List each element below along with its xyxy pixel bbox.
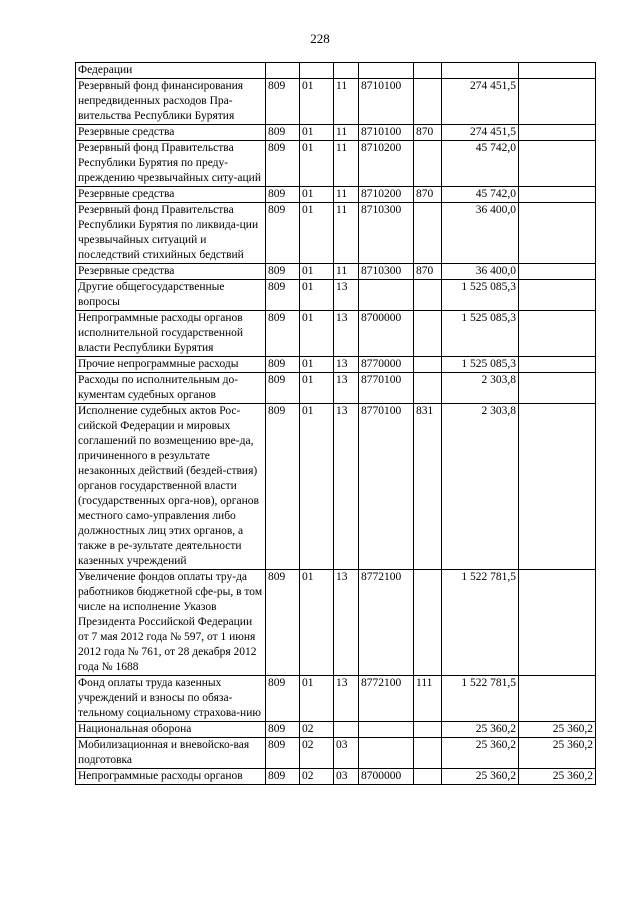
- delegated-amount-cell: [519, 357, 596, 373]
- ministry-code-cell: 809: [266, 280, 300, 311]
- amount-cell: 1 522 781,5: [442, 570, 519, 676]
- target-article-code-cell: [359, 280, 414, 311]
- target-article-code-cell: 8710300: [359, 264, 414, 280]
- amount-cell: 25 360,2: [442, 722, 519, 738]
- target-article-code-cell: [359, 63, 414, 79]
- delegated-amount-cell: 25 360,2: [519, 722, 596, 738]
- amount-cell: 25 360,2: [442, 769, 519, 785]
- expense-type-code-cell: [414, 722, 442, 738]
- item-name-cell: Федерации: [76, 63, 266, 79]
- ministry-code-cell: 809: [266, 125, 300, 141]
- item-name-cell: Мобилизационная и вневойско-вая подготовка: [76, 738, 266, 769]
- expense-type-code-cell: [414, 63, 442, 79]
- item-name-cell: Резервные средства: [76, 125, 266, 141]
- delegated-amount-cell: [519, 79, 596, 125]
- delegated-amount-cell: [519, 311, 596, 357]
- amount-cell: 36 400,0: [442, 264, 519, 280]
- table-row: [76, 264, 596, 280]
- ministry-code-cell: 809: [266, 311, 300, 357]
- table-body: [76, 63, 596, 785]
- item-name-cell: Другие общегосударственные вопросы: [76, 280, 266, 311]
- target-article-code-cell: [359, 722, 414, 738]
- table-row: [76, 63, 596, 79]
- ministry-code-cell: 809: [266, 264, 300, 280]
- section-code-cell: [300, 63, 334, 79]
- ministry-code-cell: 809: [266, 769, 300, 785]
- target-article-code-cell: 8770100: [359, 373, 414, 404]
- ministry-code-cell: 809: [266, 187, 300, 203]
- amount-cell: 2 303,8: [442, 404, 519, 570]
- section-code-cell: 02: [300, 722, 334, 738]
- expense-type-code-cell: [414, 357, 442, 373]
- delegated-amount-cell: [519, 264, 596, 280]
- subsection-code-cell: [334, 63, 359, 79]
- amount-cell: 1 525 085,3: [442, 311, 519, 357]
- item-name-cell: Увеличение фондов оплаты тру-да работников бюджетной сфе-ры, в том числе на исполнение Указов Президента Российской Федерации от 7 мая 2012 года № 597, от 1 июня 2012 года № 761, от 28 декабря 2012 года № 1688: [76, 570, 266, 676]
- delegated-amount-cell: 25 360,2: [519, 738, 596, 769]
- target-article-code-cell: 8770000: [359, 357, 414, 373]
- amount-cell: 274 451,5: [442, 125, 519, 141]
- amount-cell: 45 742,0: [442, 187, 519, 203]
- expense-type-code-cell: [414, 280, 442, 311]
- delegated-amount-cell: [519, 125, 596, 141]
- ministry-code-cell: 809: [266, 357, 300, 373]
- table-row: [76, 79, 596, 125]
- table-row: [76, 722, 596, 738]
- amount-cell: 1 525 085,3: [442, 280, 519, 311]
- section-code-cell: 01: [300, 280, 334, 311]
- subsection-code-cell: 03: [334, 769, 359, 785]
- amount-cell: 45 742,0: [442, 141, 519, 187]
- subsection-code-cell: 13: [334, 570, 359, 676]
- item-name-cell: Резервные средства: [76, 187, 266, 203]
- ministry-code-cell: 809: [266, 373, 300, 404]
- target-article-code-cell: 8770100: [359, 404, 414, 570]
- expense-type-code-cell: 870: [414, 125, 442, 141]
- section-code-cell: 01: [300, 676, 334, 722]
- section-code-cell: 01: [300, 264, 334, 280]
- target-article-code-cell: 8710200: [359, 187, 414, 203]
- item-name-cell: Резервные средства: [76, 264, 266, 280]
- section-code-cell: 01: [300, 373, 334, 404]
- target-article-code-cell: 8710300: [359, 203, 414, 264]
- item-name-cell: Расходы по исполнительным до-кументам судебных органов: [76, 373, 266, 404]
- amount-cell: [442, 63, 519, 79]
- section-code-cell: 01: [300, 357, 334, 373]
- ministry-code-cell: 809: [266, 203, 300, 264]
- target-article-code-cell: 8710100: [359, 79, 414, 125]
- table-row: [76, 357, 596, 373]
- expense-type-code-cell: [414, 203, 442, 264]
- ministry-code-cell: 809: [266, 141, 300, 187]
- delegated-amount-cell: [519, 570, 596, 676]
- section-code-cell: 01: [300, 79, 334, 125]
- target-article-code-cell: 8700000: [359, 769, 414, 785]
- table-row: [76, 738, 596, 769]
- section-code-cell: 01: [300, 141, 334, 187]
- item-name-cell: Резервный фонд Правительства Республики Бурятия по преду-преждению чрезвычайных ситу-аций: [76, 141, 266, 187]
- table-row: [76, 187, 596, 203]
- item-name-cell: Фонд оплаты труда казенных учреждений и взносы по обяза-тельному социальному страхова-нию: [76, 676, 266, 722]
- subsection-code-cell: 11: [334, 264, 359, 280]
- page-number: 228: [310, 31, 330, 46]
- section-code-cell: 01: [300, 311, 334, 357]
- section-code-cell: 02: [300, 738, 334, 769]
- subsection-code-cell: 13: [334, 373, 359, 404]
- delegated-amount-cell: 25 360,2: [519, 769, 596, 785]
- table-row: [76, 769, 596, 785]
- item-name-cell: Прочие непрограммные расходы: [76, 357, 266, 373]
- ministry-code-cell: 809: [266, 404, 300, 570]
- target-article-code-cell: 8700000: [359, 311, 414, 357]
- subsection-code-cell: 13: [334, 404, 359, 570]
- table-row: [76, 570, 596, 676]
- amount-cell: 1 522 781,5: [442, 676, 519, 722]
- target-article-code-cell: 8772100: [359, 676, 414, 722]
- delegated-amount-cell: [519, 203, 596, 264]
- expense-type-code-cell: 870: [414, 264, 442, 280]
- table-row: [76, 311, 596, 357]
- section-code-cell: 01: [300, 404, 334, 570]
- target-article-code-cell: 8772100: [359, 570, 414, 676]
- table-row: [76, 141, 596, 187]
- expense-type-code-cell: [414, 570, 442, 676]
- section-code-cell: 01: [300, 125, 334, 141]
- delegated-amount-cell: [519, 404, 596, 570]
- delegated-amount-cell: [519, 280, 596, 311]
- section-code-cell: 01: [300, 187, 334, 203]
- section-code-cell: 01: [300, 203, 334, 264]
- subsection-code-cell: 13: [334, 311, 359, 357]
- item-name-cell: Резервный фонд Правительства Республики Бурятия по ликвида-ции чрезвычайных ситуаций и последствий стихийных бедствий: [76, 203, 266, 264]
- subsection-code-cell: 11: [334, 125, 359, 141]
- expense-type-code-cell: 111: [414, 676, 442, 722]
- subsection-code-cell: 03: [334, 738, 359, 769]
- section-code-cell: 01: [300, 570, 334, 676]
- expense-type-code-cell: [414, 141, 442, 187]
- ministry-code-cell: [266, 63, 300, 79]
- expense-type-code-cell: [414, 311, 442, 357]
- expense-type-code-cell: 831: [414, 404, 442, 570]
- expense-type-code-cell: [414, 79, 442, 125]
- expense-type-code-cell: [414, 373, 442, 404]
- delegated-amount-cell: [519, 187, 596, 203]
- amount-cell: 25 360,2: [442, 738, 519, 769]
- target-article-code-cell: [359, 738, 414, 769]
- ministry-code-cell: 809: [266, 676, 300, 722]
- subsection-code-cell: 13: [334, 357, 359, 373]
- ministry-code-cell: 809: [266, 722, 300, 738]
- item-name-cell: Непрограммные расходы органов исполнительной государственной власти Республики Бурятия: [76, 311, 266, 357]
- amount-cell: 1 525 085,3: [442, 357, 519, 373]
- delegated-amount-cell: [519, 141, 596, 187]
- table-row: [76, 373, 596, 404]
- item-name-cell: Исполнение судебных актов Рос-сийской Федерации и мировых соглашений по возмещению вре-да, причиненного в результате незаконных действий (бездей-ствия) органов государственной власти (государственных орга-нов), органов местного само-управления либо должностных лиц этих органов, а также в ре-зультате деятельности казенных учреждений: [76, 404, 266, 570]
- item-name-cell: Национальная оборона: [76, 722, 266, 738]
- section-code-cell: 02: [300, 769, 334, 785]
- item-name-cell: Резервный фонд финансирования непредвиденных расходов Пра-вительства Республики Бурятия: [76, 79, 266, 125]
- subsection-code-cell: [334, 722, 359, 738]
- amount-cell: 274 451,5: [442, 79, 519, 125]
- delegated-amount-cell: [519, 373, 596, 404]
- ministry-code-cell: 809: [266, 570, 300, 676]
- table-row: [76, 404, 596, 570]
- expense-type-code-cell: 870: [414, 187, 442, 203]
- subsection-code-cell: 13: [334, 280, 359, 311]
- target-article-code-cell: 8710200: [359, 141, 414, 187]
- subsection-code-cell: 11: [334, 79, 359, 125]
- expense-type-code-cell: [414, 738, 442, 769]
- subsection-code-cell: 11: [334, 203, 359, 264]
- item-name-cell: Непрограммные расходы органов: [76, 769, 266, 785]
- subsection-code-cell: 11: [334, 141, 359, 187]
- table-row: [76, 280, 596, 311]
- ministry-code-cell: 809: [266, 738, 300, 769]
- delegated-amount-cell: [519, 676, 596, 722]
- target-article-code-cell: 8710100: [359, 125, 414, 141]
- delegated-amount-cell: [519, 63, 596, 79]
- amount-cell: 2 303,8: [442, 373, 519, 404]
- amount-cell: 36 400,0: [442, 203, 519, 264]
- subsection-code-cell: 13: [334, 676, 359, 722]
- subsection-code-cell: 11: [334, 187, 359, 203]
- table-row: [76, 203, 596, 264]
- budget-table: [75, 62, 596, 785]
- table-row: [76, 125, 596, 141]
- table-row: [76, 676, 596, 722]
- ministry-code-cell: 809: [266, 79, 300, 125]
- expense-type-code-cell: [414, 769, 442, 785]
